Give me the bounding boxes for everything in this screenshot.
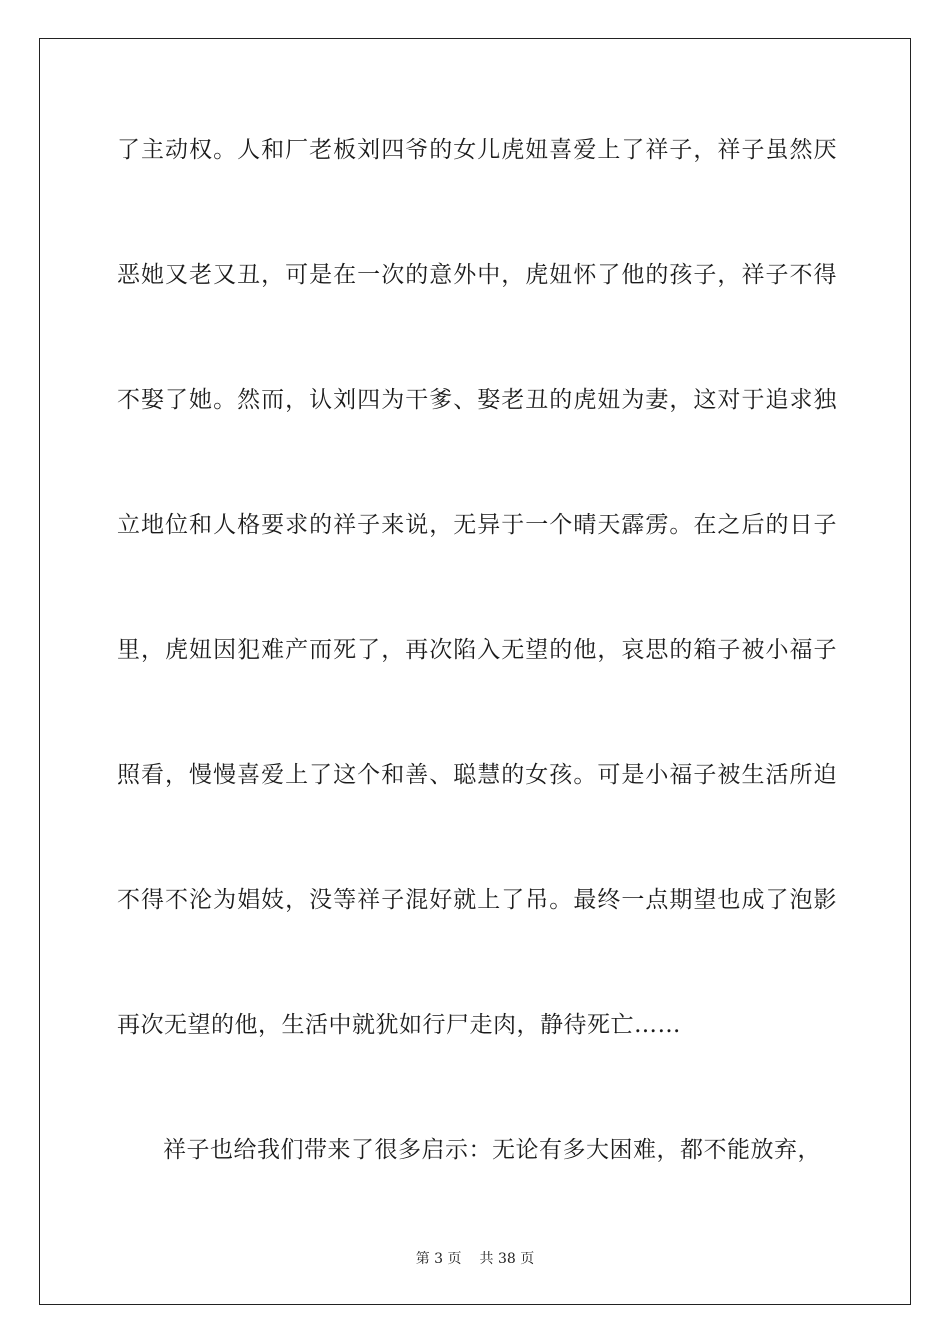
page-total: 共 38 页 xyxy=(479,1251,535,1267)
text-line: 立地位和人格要求的祥子来说，无异于一个晴天霹雳。在之后的日子 xyxy=(117,512,837,538)
text-line: 不得不沦为娼妓，没等祥子混好就上了吊。最终一点期望也成了泡影 xyxy=(117,887,837,913)
text-line: 里，虎妞因犯难产而死了，再次陷入无望的他，哀思的箱子被小福子 xyxy=(117,637,837,663)
page-border xyxy=(39,38,911,1305)
text-line: 了主动权。人和厂老板刘四爷的女儿虎妞喜爱上了祥子，祥子虽然厌 xyxy=(117,137,837,163)
text-line: 再次无望的他，生活中就犹如行尸走肉，静待死亡…… xyxy=(117,1012,681,1038)
text-line: 不娶了她。然而，认刘四为干爹、娶老丑的虎妞为妻，这对于追求独 xyxy=(117,387,837,413)
page-number: 第 3 页 xyxy=(415,1251,462,1267)
text-line: 恶她又老又丑，可是在一次的意外中，虎妞怀了他的孩子，祥子不得 xyxy=(117,262,837,288)
page-footer xyxy=(0,1248,950,1268)
text-line: 照看，慢慢喜爱上了这个和善、聪慧的女孩。可是小福子被生活所迫 xyxy=(117,762,837,788)
paragraph-first-line: 祥子也给我们带来了很多启示：无论有多大困难，都不能放弃， xyxy=(163,1137,821,1163)
